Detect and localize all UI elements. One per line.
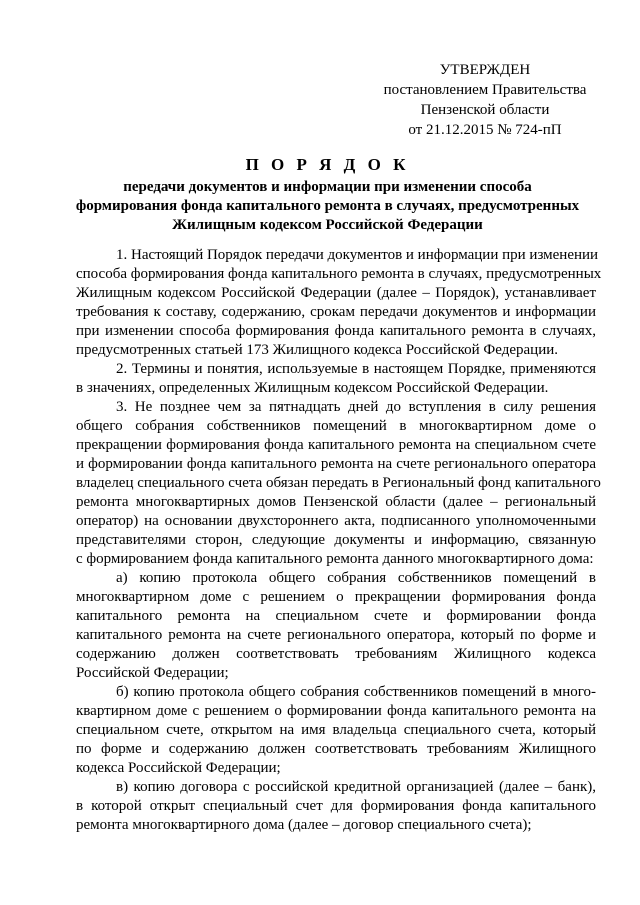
paragraph-line: а) копию протокола общего собрания собственников помещений в [116, 570, 596, 586]
paragraph-line: 3. Не позднее чем за пятнадцать дней до вступления в силу решения [116, 399, 596, 415]
paragraph-line: многоквартирном доме с решением о прекращении формирования фонда [76, 589, 596, 605]
paragraph-line: кодекса Российской Федерации; [76, 760, 281, 776]
paragraph-line: по форме и содержанию должен соответствовать требованиям Жилищного [76, 741, 596, 757]
paragraph-line: в) копию договора с российской кредитной организацией (далее – банк), [116, 779, 596, 795]
approval-line: УТВЕРЖДЕН [439, 62, 531, 78]
paragraph-line: предусмотренных статьей 173 Жилищного кодекса Российской Федерации. [76, 342, 558, 358]
paragraph-line: 2. Термины и понятия, используемые в настоящем Порядке, применяются [116, 361, 596, 377]
paragraph-line: Российской Федерации; [76, 665, 229, 681]
paragraph-line: капитального ремонта на специальном счете и формировании фонда [76, 608, 596, 624]
paragraph-line: с формированием фонда капитального ремонта данного многоквартирного дома: [76, 551, 594, 567]
subtitle-line: Жилищным кодексом Российской Федерации [172, 217, 483, 233]
paragraph-line: в значениях, определенных Жилищным кодексом Российской Федерации. [76, 380, 549, 396]
paragraph-line: оператор) на основании двухстороннего акта, подписанного уполномоченными [76, 513, 596, 529]
document-subtitle [60, 178, 595, 235]
approval-line: Пензенской области [420, 102, 550, 118]
paragraph-line: квартирном доме с решением о формировании фонда капитального ремонта на [76, 703, 596, 719]
paragraph-line: общего собрания собственников помещений в многоквартирном доме о [76, 418, 596, 434]
paragraph [76, 683, 596, 778]
paragraph-line: Жилищным кодексом Российской Федерации (далее – Порядок), устанавливает [76, 285, 596, 301]
paragraph-line: в которой открыт специальный счет для формирования фонда капитального [76, 798, 596, 814]
document-title: П О Р Я Д О К [245, 155, 410, 174]
paragraph-line: представителями сторон, следующие документы и информацию, связанную [76, 532, 596, 548]
paragraph-line: специальном счете, открытом на имя владельца специального счета, который [76, 722, 596, 738]
paragraph-line: б) копию протокола общего собрания собственников помещений в много- [116, 684, 596, 700]
paragraph-line: требования к составу, содержанию, срокам передачи документов и информации [76, 304, 596, 320]
approval-line: от 21.12.2015 № 724-пП [408, 122, 562, 138]
subtitle-line: формирования фонда капитального ремонта в случаях, предусмотренных [75, 198, 580, 214]
document-body [76, 246, 602, 835]
paragraph-line: содержанию должен соответствовать требованиям Жилищного кодекса [76, 646, 596, 662]
paragraph-line: капитального ремонта на счете регионального оператора, который по форме и [76, 627, 596, 643]
approval-line: постановлением Правительства [383, 82, 587, 98]
paragraph-line: прекращении формирования фонда капитального ремонта на специальном счете [76, 437, 596, 453]
approval-stamp [370, 60, 600, 140]
paragraph [76, 398, 601, 569]
paragraph-line: при изменении способа формирования фонда капитального ремонта в случаях, [76, 323, 596, 339]
paragraph-line: 1. Настоящий Порядок передачи документов и информации при изменении [116, 247, 599, 263]
paragraph [76, 569, 596, 683]
paragraph-line: ремонта многоквартирных домов Пензенской области (далее – региональный [76, 494, 596, 510]
subtitle-line: передачи документов и информации при изменении способа [123, 179, 532, 195]
paragraph-line: ремонта многоквартирного дома (далее – договор специального счета); [76, 817, 532, 833]
paragraph-line: и формировании фонда капитального ремонта на счете регионального оператора [76, 456, 596, 472]
paragraph [76, 246, 602, 360]
paragraph [76, 778, 596, 835]
paragraph-line: владелец специального счета обязан передать в Региональный фонд капитального [76, 475, 601, 491]
paragraph [76, 360, 596, 398]
paragraph-line: способа формирования фонда капитального ремонта в случаях, предусмотренных [76, 266, 602, 282]
